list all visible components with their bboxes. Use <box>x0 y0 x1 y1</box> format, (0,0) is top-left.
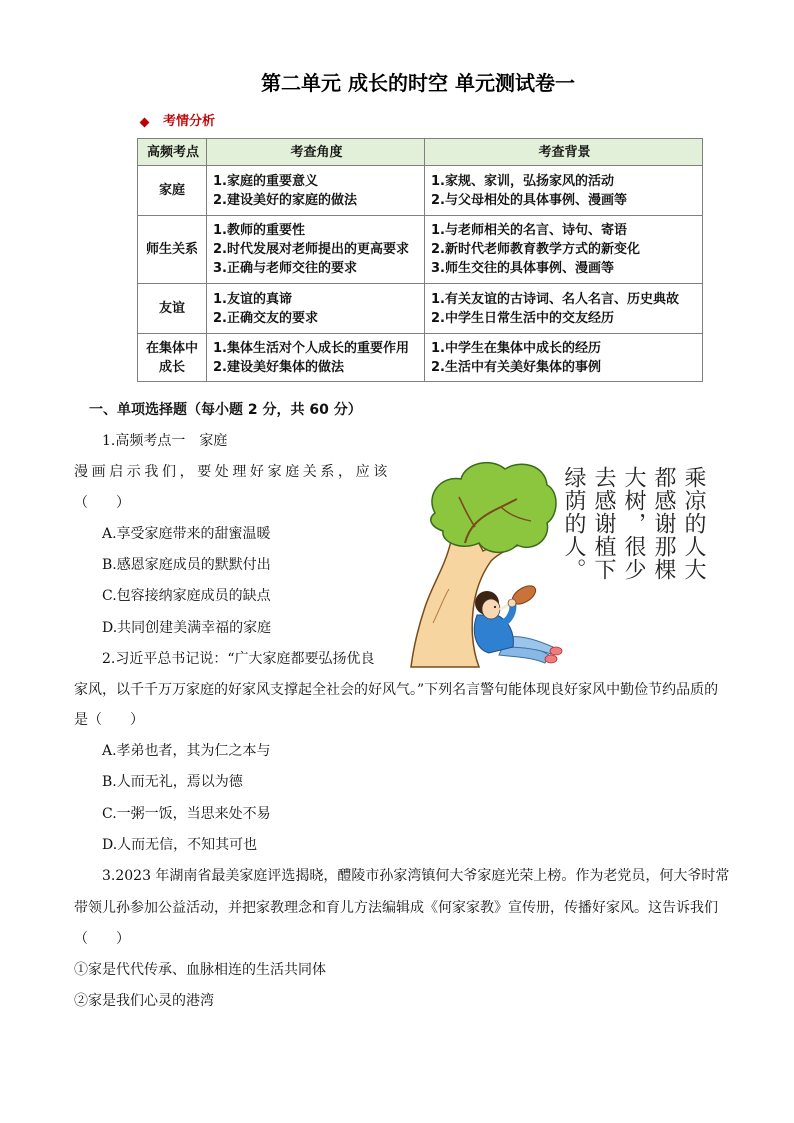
question-3-stem-line-1: 3.2023 年湖南省最美家庭评选揭晓，醴陵市孙家湾镇何大爷家庭光荣上榜。作为老党员，何大爷时常 <box>102 868 730 884</box>
boy-shoe <box>545 655 557 663</box>
boy-eye <box>494 606 496 608</box>
backgrounds-cell <box>425 216 703 284</box>
background-item: 1.有关友谊的古诗词、名人名言、历史典故 <box>431 291 679 307</box>
option-a: A.享受家庭带来的甜蜜温暖 <box>102 526 271 542</box>
angle-item: 1.家庭的重要意义 <box>213 173 318 189</box>
question-2-stem-line-1: 2.习近平总书记说：“广大家庭都要弘扬优良 <box>102 651 375 667</box>
tree-canopy <box>431 463 556 553</box>
angle-item: 2.建设美好的家庭的做法 <box>213 192 357 208</box>
topic-cell: 在集体中成长 <box>138 334 207 382</box>
angles-cell <box>207 166 425 216</box>
option-d: D.人而无信，不知其可也 <box>102 837 258 853</box>
section-heading: 一、单项选择题（每小题 2 分，共 60 分） <box>89 402 362 418</box>
boy-face <box>482 599 500 619</box>
topic-cell: 师生关系 <box>138 216 207 284</box>
table-row <box>138 284 703 334</box>
angle-item: 1.教师的重要性 <box>213 223 305 238</box>
topic-cell: 友谊 <box>138 284 207 334</box>
answer-blank: （ ） <box>74 931 130 947</box>
background-item: 2.生活中有关美好集体的事例 <box>431 359 601 375</box>
boy-shoe <box>550 647 562 655</box>
header-angles: 考查角度 <box>207 139 425 166</box>
option-d: D.共同创建美满幸福的家庭 <box>102 620 272 636</box>
backgrounds-cell <box>425 166 703 216</box>
table-row <box>138 334 703 382</box>
background-item: 1.家规、家训，弘扬家风的活动 <box>431 173 614 189</box>
backgrounds-cell <box>425 284 703 334</box>
page-title: 第二单元 成长的时空 单元测试卷一 <box>261 71 575 95</box>
option-b: B.感恩家庭成员的默默付出 <box>102 557 271 573</box>
option-c: C.一粥一饭，当思来处不易 <box>102 806 271 822</box>
question-2-stem-line-3: 是（ ） <box>74 712 144 728</box>
statement-1: ①家是代代传承、血脉相连的生活共同体 <box>74 962 326 978</box>
option-a: A.孝弟也者，其为仁之本与 <box>102 743 271 759</box>
background-item: 2.与父母相处的具体事例、漫画等 <box>431 192 627 208</box>
angle-item: 3.正确与老师交往的要求 <box>213 261 357 276</box>
background-item: 3.师生交往的具体事例、漫画等 <box>431 261 614 276</box>
question-3-stem-line-2: 带领儿孙参加公益活动，并把家教理念和育儿方法编辑成《何家家教》宣传册，传播好家风。这告诉我们 <box>74 900 718 916</box>
header-backgrounds: 考查背景 <box>425 139 703 166</box>
question-1-label: 1.高频考点一 家庭 <box>102 433 228 449</box>
analysis-heading-label: 考情分析 <box>163 114 216 129</box>
angle-item: 2.建设美好集体的做法 <box>213 359 344 375</box>
statement-2: ②家是我们心灵的港湾 <box>74 993 214 1009</box>
background-item: 1.中学生在集体中成长的经历 <box>431 340 601 356</box>
angle-item: 1.友谊的真谛 <box>213 291 292 307</box>
angles-cell <box>207 216 425 284</box>
angles-cell <box>207 284 425 334</box>
analysis-heading <box>140 113 215 131</box>
table-header-row <box>138 139 703 166</box>
answer-blank: （ ） <box>74 495 130 511</box>
angle-item: 1.集体生活对个人成长的重要作用 <box>213 340 409 356</box>
header-topic: 高频考点 <box>138 139 207 166</box>
diamond-icon <box>140 117 150 127</box>
table-row <box>138 216 703 284</box>
question-2-stem-line-2: 家风，以千千万万家庭的好家风支撑起全社会的好风气。”下列名言警句能体现良好家风中勤俭节约品质的 <box>74 682 719 698</box>
background-item: 1.与老师相关的名言、诗句、寄语 <box>431 223 627 238</box>
angle-item: 2.正确交友的要求 <box>213 310 318 326</box>
angles-cell <box>207 334 425 382</box>
background-item: 2.中学生日常生活中的交友经历 <box>431 310 614 326</box>
boy-hand <box>508 599 516 607</box>
comic-illustration <box>405 455 570 670</box>
background-item: 2.新时代老师教育教学方式的新变化 <box>431 242 640 257</box>
topic-cell: 家庭 <box>138 166 207 216</box>
question-1-stem: 漫画启示我们，要处理好家庭关系，应该 <box>74 464 391 480</box>
table-row <box>138 166 703 216</box>
comic-caption: 乘凉的人大都感谢那棵大树，很少去感谢植下绿荫的人。 <box>561 466 706 581</box>
option-b: B.人而无礼，焉以为德 <box>102 774 243 790</box>
option-c: C.包容接纳家庭成员的缺点 <box>102 588 271 604</box>
backgrounds-cell <box>425 334 703 382</box>
analysis-table <box>137 138 703 382</box>
angle-item: 2.时代发展对老师提出的更高要求 <box>213 242 409 257</box>
